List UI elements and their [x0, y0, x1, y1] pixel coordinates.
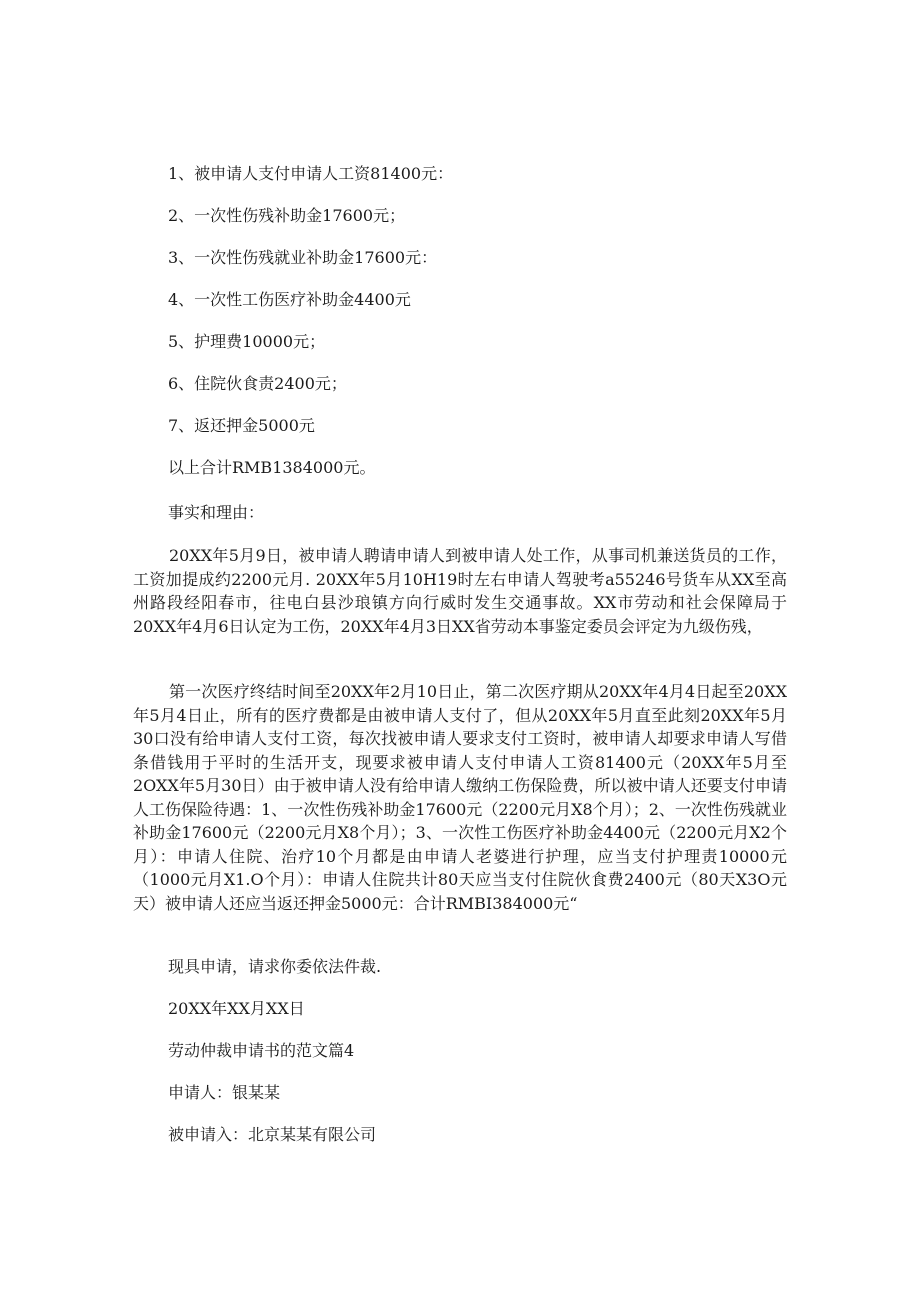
claim-item-5: 5、护理费10000元； — [168, 332, 326, 351]
facts-paragraph-2: 第一次医疗终结时间至20XX年2月10日止，第二次医疗期从20XX年4月4日起至20XX年5月4日止，所有的医疗费都是由被申请人支付了，但从20XX年5月直至此刻20XX年5月30口没有给申请人支付工资，每次找被申请人要求支付工资时，被申请人却要求申请人写借条借钱用于平时的生活开支，现要求被申请人支付申请人工资81400元（20XX年5月至2OXX年5月30日）由于被申请人没有给申请人缴纳工伤保险费，所以被中请人还要支付申请人工伤保险待遇：1、一次性伤残补助金17600元（2200元月X8个月）；2、一次性伤残就业补助金17600元（2200元月X8个月）；3、一次性工伤医疗补助金4400元（2200元月X2个月）：申请人住院、治疗10个月都是由申请人老婆进行护理，应当支付护理责10000元（1000元月X1.O个月）：申请人住院共计80天应当支付住院伙食费2400元（80天X3O元天）被申请人还应当返还押金5000元：合计RMBI384000元“ — [133, 682, 787, 913]
section-title: 劳动仲裁申请书的范文篇4 — [168, 1041, 355, 1060]
claim-item-6: 6、住院伙食责2400元； — [168, 374, 347, 393]
claim-total: 以上合计RMB1384000元。 — [168, 458, 376, 477]
facts-paragraph-1: 20XX年5月9日，被申请人聘请申请人到被申请人处工作，从事司机兼送货员的工作，工资加提成约2200元月. 20XX年5月10H19时左右申请人驾驶考a55246号货车从XX至高州路段经阳春市，往电白县沙琅镇方向行威时发生交通事故。XX市劳动和社会保障局于20XX年4月6日认定为工伤，20XX年4月3日XX省劳动本事鉴定委员会评定为九级伤残， — [133, 546, 787, 636]
request-line: 现具申请，请求你委依法件裁. — [168, 957, 382, 976]
claim-item-2: 2、一次性伤残补助金17600元； — [168, 206, 406, 225]
claim-item-3: 3、一次性伤残就业补助金17600元： — [168, 248, 438, 267]
facts-heading: 事实和理由： — [168, 503, 265, 522]
claim-item-7: 7、返还押金5000元 — [168, 416, 315, 435]
date-line: 20XX年XX月XX日 — [168, 999, 305, 1018]
applicant-line: 申请人：银某某 — [168, 1083, 281, 1102]
respondent-line: 被申请入：北京某某有限公司 — [168, 1125, 377, 1144]
claim-item-4: 4、一次性工伤医疗补助金4400元 — [168, 290, 411, 309]
claim-item-1: 1、被申请人支付申请人工资81400元： — [168, 164, 454, 183]
